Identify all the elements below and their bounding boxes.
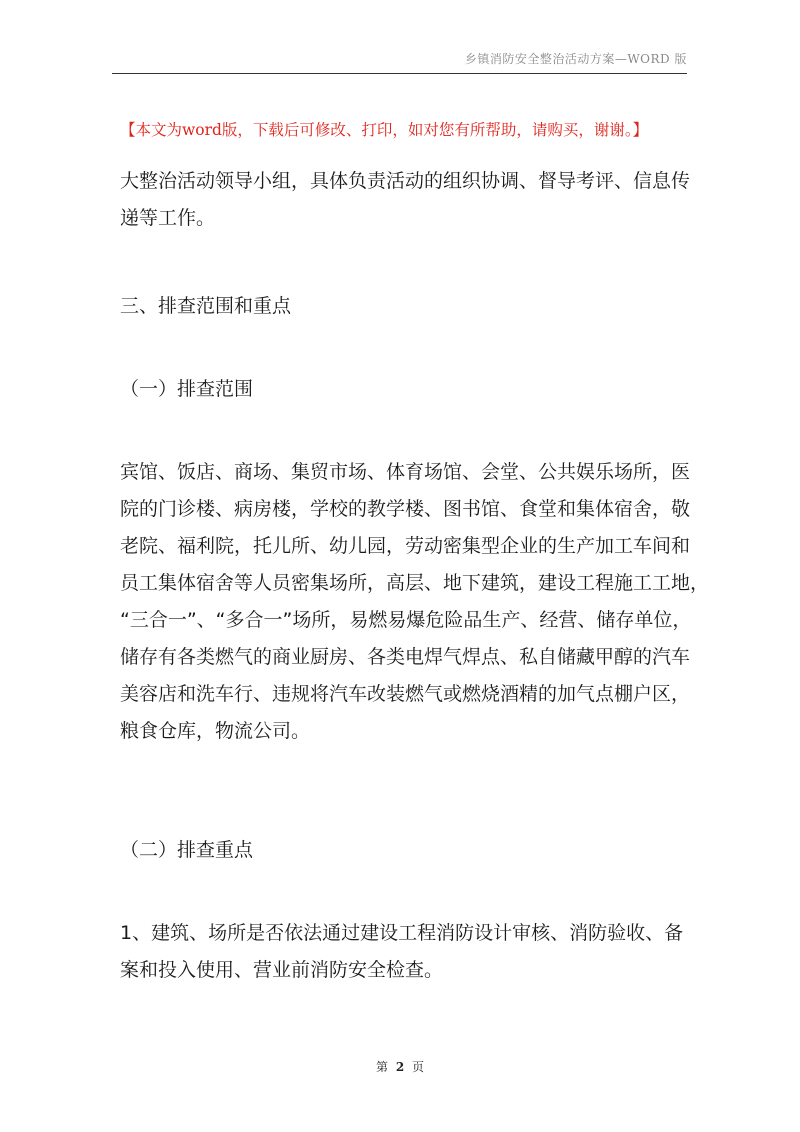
paragraph-line: 老院、福利院，托儿所、幼儿园，劳动密集型企业的生产加工车间和	[120, 535, 691, 557]
page-number: 2	[395, 1060, 405, 1074]
paragraph-line: 大整治活动领导小组，具体负责活动的组织协调、督导考评、信息传	[120, 170, 691, 192]
paragraph-line: 1、建筑、场所是否依法通过建设工程消防设计审核、消防验收、备	[120, 922, 684, 944]
point-1-paragraph	[120, 915, 690, 989]
page-header: 乡镇消防安全整治活动方案—WORD 版	[464, 52, 687, 66]
paragraph-line: 美容店和洗车行、违规将汽车改装燃气或燃烧酒精的加气点棚户区，	[120, 683, 691, 705]
heading-text: （一）排查范围	[120, 378, 254, 400]
section-heading-scope-and-focus	[120, 288, 690, 325]
page-footer	[0, 1058, 800, 1075]
paragraph-line: 储存有各类燃气的商业厨房、各类电焊气焊点、私自储藏甲醇的汽车	[120, 646, 691, 668]
purchase-notice: 【本文为word版，下载后可修改、打印，如对您有所帮助，请购买，谢谢。】	[120, 121, 649, 139]
paragraph-line: 粮食仓库，物流公司。	[120, 720, 311, 742]
subheading-focus	[120, 832, 690, 869]
intro-paragraph	[120, 163, 690, 237]
paragraph-line: 员工集体宿舍等人员密集场所，高层、地下建筑，建设工程施工工地，	[120, 572, 710, 594]
heading-text: 三、排查范围和重点	[120, 295, 292, 317]
paragraph-line: “三合一”、“多合一”场所，易燃易爆危险品生产、经营、储存单位，	[120, 609, 692, 631]
subheading-scope	[120, 371, 690, 408]
page-number-prefix: 第	[375, 1060, 388, 1074]
heading-text: （二）排查重点	[120, 839, 254, 861]
paragraph-line: 院的门诊楼、病房楼，学校的教学楼、图书馆、食堂和集体宿舍，敬	[120, 498, 691, 520]
paragraph-line: 案和投入使用、营业前消防安全检查。	[120, 959, 444, 981]
scope-paragraph	[120, 454, 710, 750]
header-divider	[112, 73, 687, 74]
paragraph-line: 宾馆、饭店、商场、集贸市场、体育场馆、会堂、公共娱乐场所，医	[120, 461, 691, 483]
paragraph-line: 递等工作。	[120, 207, 216, 229]
page-number-suffix: 页	[412, 1060, 425, 1074]
